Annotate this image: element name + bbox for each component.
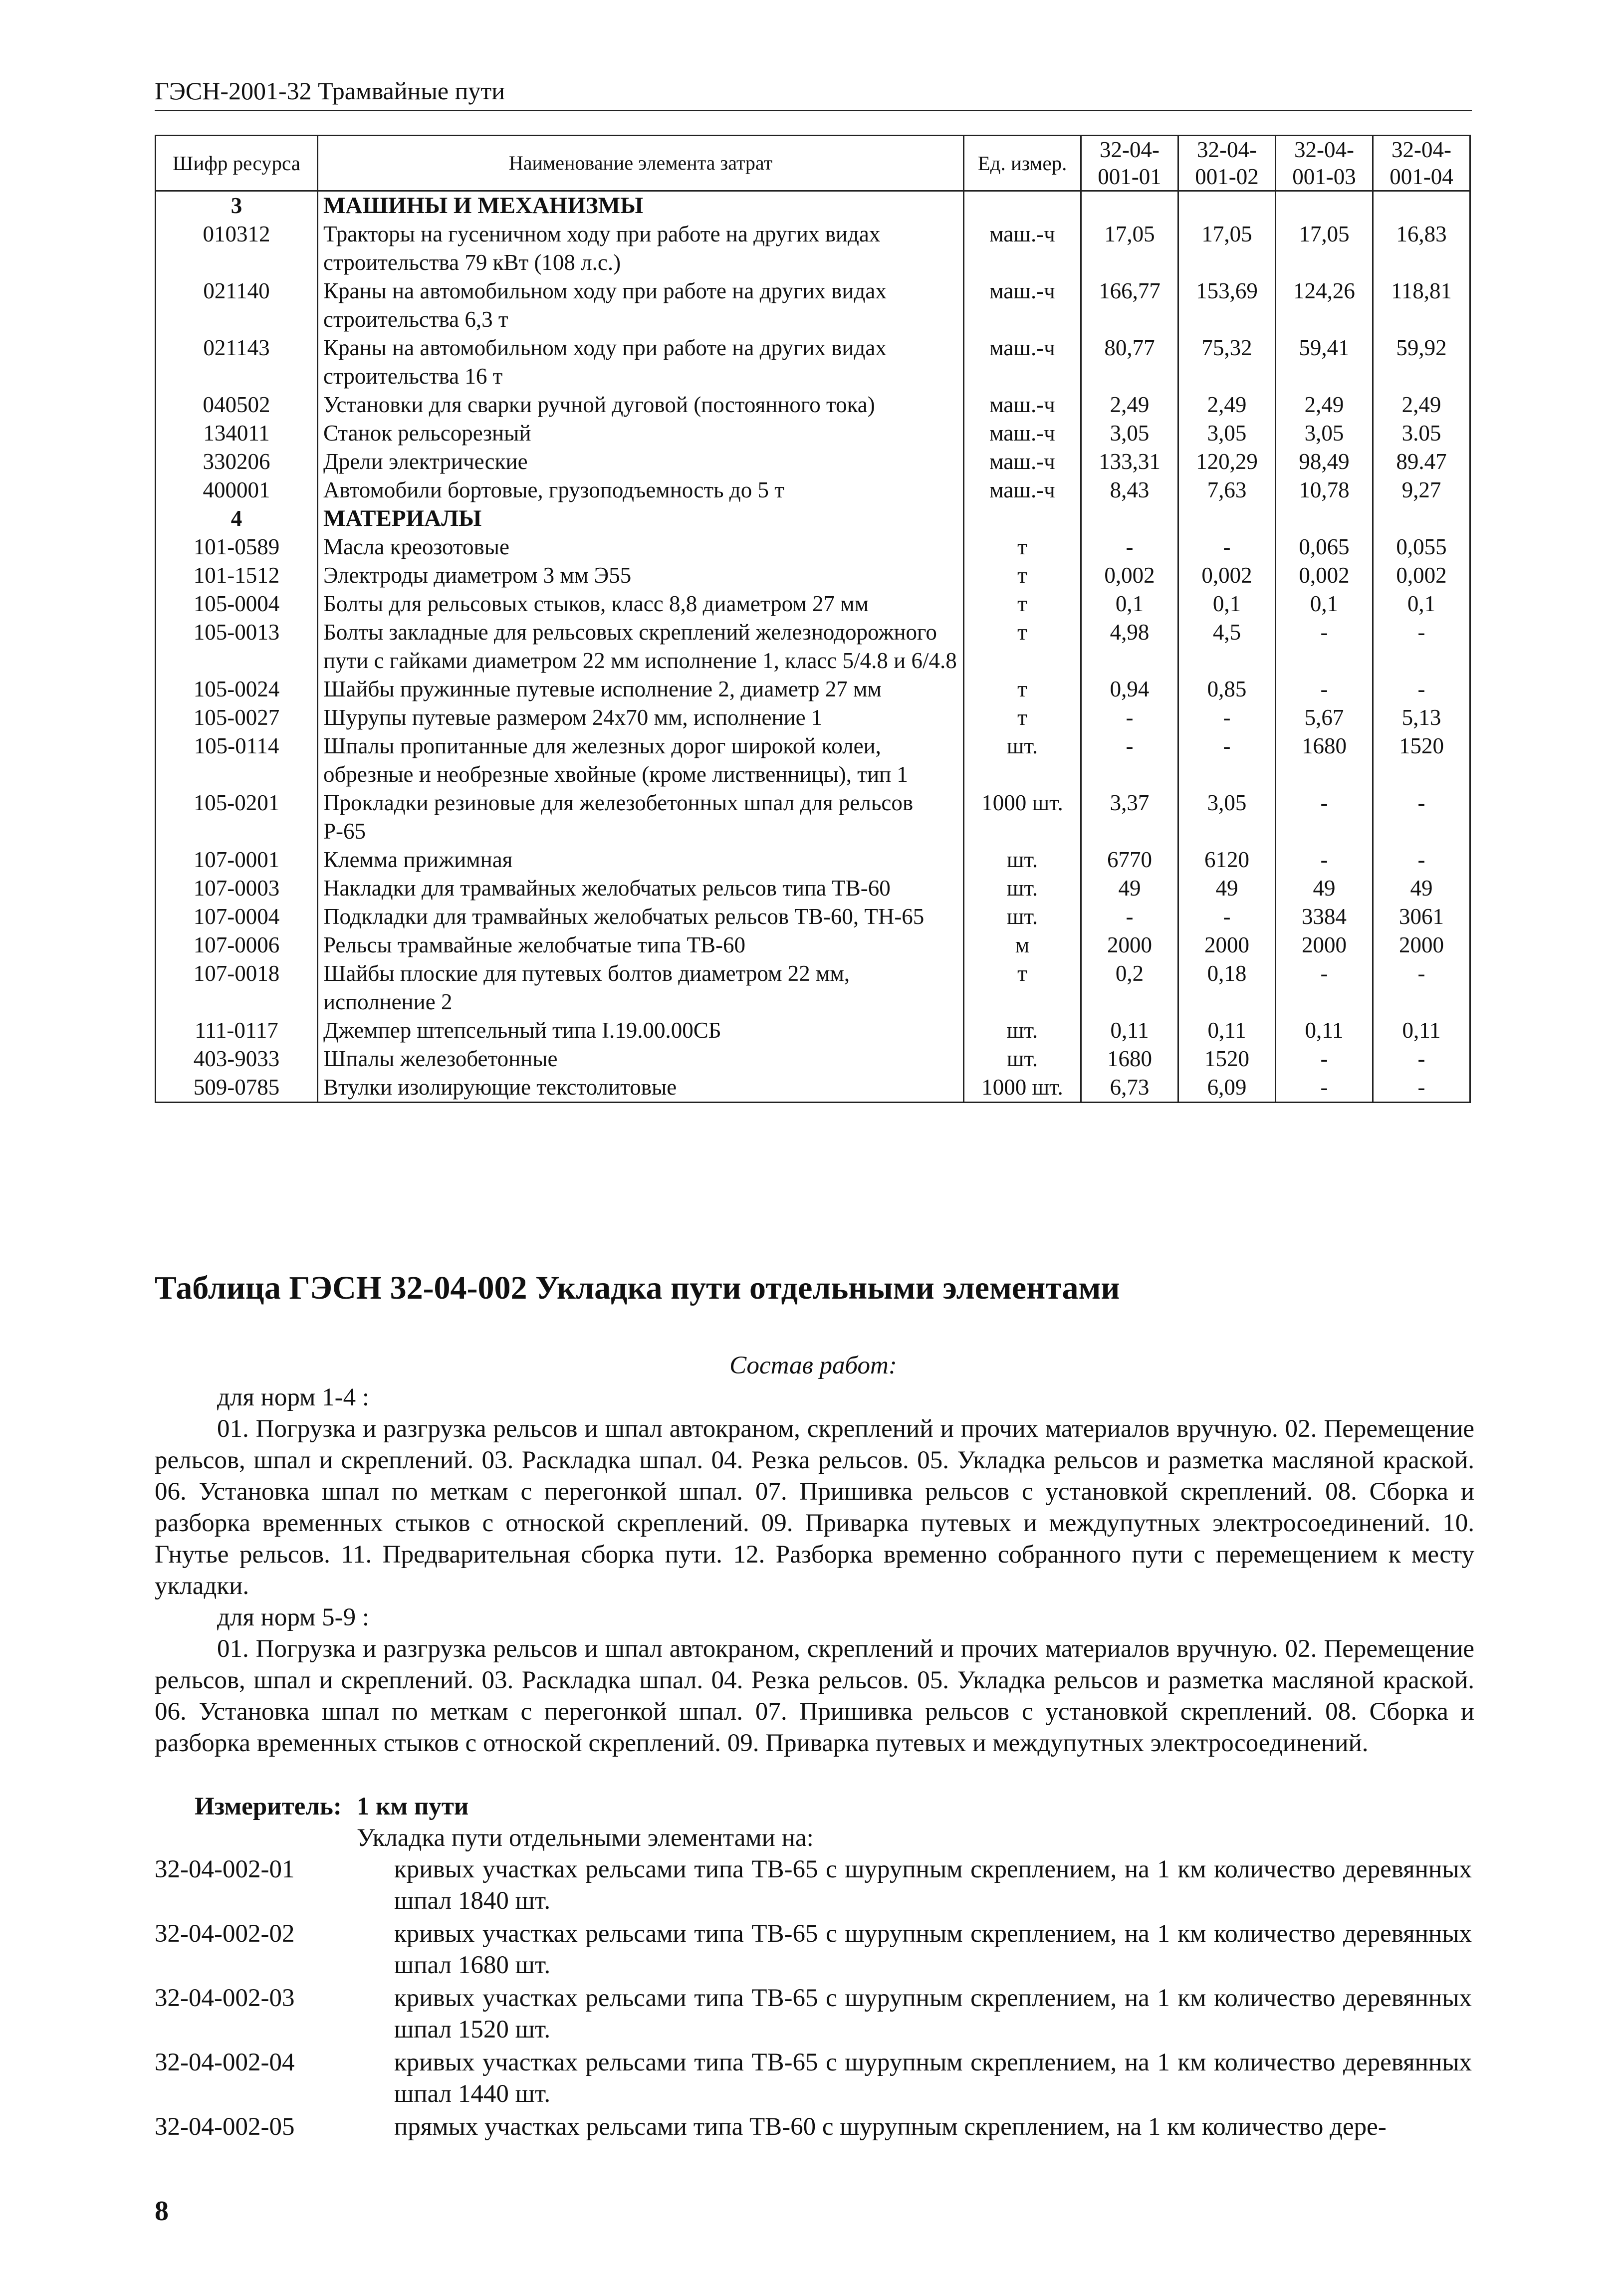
resource-name: Краны на автомобильном ходу при работе на других видах строительства 16 т [318,334,964,391]
norm-value-4: - [1373,846,1470,874]
meter-value: 1 км пути [356,1793,469,1821]
norm-value-4 [1373,504,1470,533]
resource-name: Джемпер штепсельный типа I.19.00.00СБ [318,1016,964,1045]
header-code: Шифр ресурса [156,136,318,191]
norm-value-3: 1680 [1276,732,1373,789]
norm-value-4: - [1373,959,1470,1016]
norm-value-4: 3061 [1373,903,1470,931]
norm-value-1: 0,002 [1081,561,1178,590]
table-row [156,220,1470,277]
norm-value-4: 118,81 [1373,277,1470,334]
resource-name: Рельсы трамвайные желобчатые типа ТВ-60 [318,931,964,959]
table-row [156,959,1470,1016]
norm-value-3: - [1276,1045,1373,1073]
norm-value-3: - [1276,675,1373,703]
norm-value-2: 0,85 [1178,675,1276,703]
norm-value-4: 3.05 [1373,419,1470,448]
resource-code: 107-0003 [156,874,318,903]
header-norm-1: 32-04-001-01 [1081,136,1178,191]
norm-value-2: - [1178,533,1276,561]
norm-value-2: 4,5 [1178,618,1276,675]
norm-value-1: 0,2 [1081,959,1178,1016]
resource-name: Болты закладные для рельсовых скреплений железнодорожного пути с гайками диаметром 22 мм исполнение 1, класс 5/4.8 и 6/4.8 [318,618,964,675]
resource-name: Шпалы железобетонные [318,1045,964,1073]
resource-code: 509-0785 [156,1073,318,1103]
table-row [156,675,1470,703]
resource-unit: маш.-ч [964,476,1081,504]
resource-code: 400001 [156,476,318,504]
resource-code: 330206 [156,448,318,476]
table-row [156,334,1470,391]
resource-code: 134011 [156,419,318,448]
norm-value-1: 80,77 [1081,334,1178,391]
resource-name: Накладки для трамвайных желобчатых рельсов типа ТВ-60 [318,874,964,903]
table-row [156,732,1470,789]
norm-value-2: 0,11 [1178,1016,1276,1045]
norm-value-2: 0,002 [1178,561,1276,590]
resource-name: Шайбы пружинные путевые исполнение 2, диаметр 27 мм [318,675,964,703]
norm-value-1: 2000 [1081,931,1178,959]
resource-unit: шт. [964,1016,1081,1045]
table-body [156,191,1470,1103]
group-text: 01. Погрузка и разгрузка рельсов и шпал автокраном, скреплений и прочих материалов вручную. 02. Перемещение рельсов, шпал и скреплений. 03. Раскладка шпал. 04. Резка рельсов. 05. Укладка рельсов и разметка масляной краской. 06. Установка шпал по меткам с перегонкой шпал. 07. Пришивка рельсов с установкой скреплений. 08. Сборка и разборка временных стыков с отноской скреплений. 09. Приварка путевых и междупутных электросоединений. [155,1635,1474,1757]
page-header: ГЭСН-2001-32 Трамвайные пути [155,75,1472,111]
norm-value-2: 3,05 [1178,789,1276,846]
norm-item-code: 32-04-002-01 [155,1855,295,1883]
norm-value-1 [1081,191,1178,221]
resource-code: 101-1512 [156,561,318,590]
norm-value-4: 5,13 [1373,703,1470,732]
norm-value-1: - [1081,703,1178,732]
resource-name: Установки для сварки ручной дуговой (постоянного тока) [318,391,964,419]
resource-unit: шт. [964,1045,1081,1073]
norm-value-4: 0,11 [1373,1016,1470,1045]
norm-value-4: 89.47 [1373,448,1470,476]
norm-item-code: 32-04-002-03 [155,1984,295,2012]
resource-code: 021143 [156,334,318,391]
header-norm-3: 32-04-001-03 [1276,136,1373,191]
norm-value-2: 75,32 [1178,334,1276,391]
norm-value-3: 59,41 [1276,334,1373,391]
group-label: для норм 1-4 : [217,1383,370,1411]
resource-unit: 1000 шт. [964,789,1081,846]
norm-value-3 [1276,504,1373,533]
resource-name: Болты для рельсовых стыков, класс 8,8 диаметром 27 мм [318,590,964,618]
norm-value-4: 0,1 [1373,590,1470,618]
norm-item-text: кривых участках рельсами типа ТВ-65 с шурупным скреплением, на 1 км количество деревянных шпал 1840 шт. [394,1855,1472,1915]
resource-name: Масла креозотовые [318,533,964,561]
norm-value-3: 0,002 [1276,561,1373,590]
resource-name: Станок рельсорезный [318,419,964,448]
resource-unit: т [964,561,1081,590]
resource-unit: маш.-ч [964,220,1081,277]
norm-value-4: - [1373,1073,1470,1103]
norm-value-1: 3,37 [1081,789,1178,846]
resource-unit: м [964,931,1081,959]
norm-value-1: 0,1 [1081,590,1178,618]
resource-name: Подкладки для трамвайных желобчатых рельсов ТВ-60, ТН-65 [318,903,964,931]
resource-code: 107-0018 [156,959,318,1016]
norm-value-1 [1081,504,1178,533]
resource-unit: маш.-ч [964,277,1081,334]
composition-title: Состав работ: [729,1352,897,1379]
resource-unit: маш.-ч [964,419,1081,448]
norm-value-1: - [1081,732,1178,789]
resource-name: Шурупы путевые размером 24x70 мм, исполнение 1 [318,703,964,732]
resource-code: 105-0027 [156,703,318,732]
norm-value-1: 166,77 [1081,277,1178,334]
norm-value-4: - [1373,789,1470,846]
norm-value-1: 133,31 [1081,448,1178,476]
norm-value-1: 6770 [1081,846,1178,874]
norm-value-1: 17,05 [1081,220,1178,277]
resource-code: 105-0013 [156,618,318,675]
resource-code: 105-0201 [156,789,318,846]
resource-unit: т [964,590,1081,618]
resource-code: 101-0589 [156,533,318,561]
norm-value-2: - [1178,703,1276,732]
resource-code: 105-0114 [156,732,318,789]
norm-value-1: 4,98 [1081,618,1178,675]
norm-value-1: - [1081,533,1178,561]
norm-item-text: прямых участках рельсами типа ТВ-60 с шурупным скреплением, на 1 км количество дере- [394,2113,1387,2141]
norm-item-code: 32-04-002-04 [155,2049,295,2076]
norm-value-2 [1178,191,1276,221]
norm-value-2 [1178,504,1276,533]
table-row [156,561,1470,590]
norm-value-4: 2,49 [1373,391,1470,419]
table-row [156,1016,1470,1045]
resource-unit: шт. [964,732,1081,789]
resource-unit: т [964,618,1081,675]
resource-code: 105-0024 [156,675,318,703]
items-intro: Укладка пути отдельными элементами на: [357,1824,814,1852]
resource-name: Электроды диаметром 3 мм Э55 [318,561,964,590]
resource-code: 107-0001 [156,846,318,874]
table-row [156,903,1470,931]
norm-value-3: - [1276,846,1373,874]
resource-unit: шт. [964,903,1081,931]
norm-value-2: 6120 [1178,846,1276,874]
resource-name: Дрели электрические [318,448,964,476]
resource-unit: т [964,703,1081,732]
norm-value-2: 2,49 [1178,391,1276,419]
norm-item-text: кривых участках рельсами типа ТВ-65 с шурупным скреплением, на 1 км количество деревянных шпал 1440 шт. [394,2049,1472,2108]
resource-name: МАШИНЫ И МЕХАНИЗМЫ [318,191,964,221]
table-row [156,419,1470,448]
table-row [156,846,1470,874]
table-row [156,590,1470,618]
norm-value-2: 6,09 [1178,1073,1276,1103]
norm-value-2: 153,69 [1178,277,1276,334]
resource-code: 107-0006 [156,931,318,959]
resource-unit: т [964,675,1081,703]
norm-value-3: 2000 [1276,931,1373,959]
resource-unit: т [964,959,1081,1016]
group-label: для норм 5-9 : [217,1603,370,1631]
resource-code: 040502 [156,391,318,419]
resource-unit: маш.-ч [964,334,1081,391]
table-row [156,277,1470,334]
table-row [156,874,1470,903]
norm-value-2: 17,05 [1178,220,1276,277]
norm-value-2: 1520 [1178,1045,1276,1073]
norm-value-1: 49 [1081,874,1178,903]
resource-unit [964,191,1081,221]
resource-name: Тракторы на гусеничном ходу при работе на других видах строительства 79 кВт (108 л.с.) [318,220,964,277]
norm-value-3 [1276,191,1373,221]
table-row [156,789,1470,846]
norm-value-3: - [1276,618,1373,675]
table-row [156,448,1470,476]
section-title: Таблица ГЭСН 32-04-002 Укладка пути отдельными элементами [155,1270,1120,1306]
norm-value-2: 7,63 [1178,476,1276,504]
norm-value-2: - [1178,903,1276,931]
resource-unit: маш.-ч [964,448,1081,476]
page-number: 8 [155,2196,169,2227]
table-row [156,1073,1470,1103]
norm-value-2: 0,1 [1178,590,1276,618]
header-name: Наименование элемента затрат [318,136,964,191]
meter [195,1791,468,1823]
norm-value-1: 0,11 [1081,1016,1178,1045]
norm-item-text: кривых участках рельсами типа ТВ-65 с шурупным скреплением, на 1 км количество деревянных шпал 1520 шт. [394,1984,1472,2044]
resource-name: Автомобили бортовые, грузоподъемность до 5 т [318,476,964,504]
norm-value-2: - [1178,732,1276,789]
norm-value-1: 0,94 [1081,675,1178,703]
resource-code: 3 [156,191,318,221]
norm-item-code: 32-04-002-02 [155,1920,295,1948]
norm-value-1: 2,49 [1081,391,1178,419]
header-norm-4: 32-04-001-04 [1373,136,1470,191]
resource-unit: 1000 шт. [964,1073,1081,1103]
norm-value-2: 49 [1178,874,1276,903]
norm-value-4: 16,83 [1373,220,1470,277]
norm-value-3: 10,78 [1276,476,1373,504]
resource-name: Втулки изолирующие текстолитовые [318,1073,964,1103]
header-norm-2: 32-04-001-02 [1178,136,1276,191]
norm-value-4: 1520 [1373,732,1470,789]
resource-code: 111-0117 [156,1016,318,1045]
norm-value-1: - [1081,903,1178,931]
resource-name: Клемма прижимная [318,846,964,874]
table-row [156,476,1470,504]
resource-table [155,135,1471,1103]
table-section-row [156,191,1470,221]
norm-value-1: 1680 [1081,1045,1178,1073]
resource-unit: т [964,533,1081,561]
norm-value-1: 3,05 [1081,419,1178,448]
norm-value-4: 0,055 [1373,533,1470,561]
norm-value-3: - [1276,959,1373,1016]
resource-name: Прокладки резиновые для железобетонных шпал для рельсов Р-65 [318,789,964,846]
norm-value-1: 6,73 [1081,1073,1178,1103]
table-row [156,618,1470,675]
norm-value-2: 2000 [1178,931,1276,959]
resource-name: Шайбы плоские для путевых болтов диаметром 22 мм, исполнение 2 [318,959,964,1016]
norm-value-3: - [1276,1073,1373,1103]
table-row [156,703,1470,732]
norm-value-3: - [1276,789,1373,846]
resource-name: МАТЕРИАЛЫ [318,504,964,533]
norm-value-3: 5,67 [1276,703,1373,732]
resource-code: 4 [156,504,318,533]
norm-value-3: 3384 [1276,903,1373,931]
norm-value-1: 8,43 [1081,476,1178,504]
norm-value-3: 0,11 [1276,1016,1373,1045]
norm-value-3: 17,05 [1276,220,1373,277]
resource-name: Шпалы пропитанные для железных дорог широкой колеи, обрезные и необрезные хвойные (кроме лиственницы), тип 1 [318,732,964,789]
norm-value-4: 9,27 [1373,476,1470,504]
table-row [156,1045,1470,1073]
resource-unit: шт. [964,846,1081,874]
norm-value-3: 98,49 [1276,448,1373,476]
norm-item-code: 32-04-002-05 [155,2113,295,2141]
resource-name: Краны на автомобильном ходу при работе на других видах строительства 6,3 т [318,277,964,334]
resource-code: 105-0004 [156,590,318,618]
resource-code: 107-0004 [156,903,318,931]
table-row [156,391,1470,419]
norm-value-4: 2000 [1373,931,1470,959]
resource-code: 021140 [156,277,318,334]
resource-unit [964,504,1081,533]
table-header-row [156,136,1470,191]
norm-value-4: 0,002 [1373,561,1470,590]
table-row [156,931,1470,959]
table-row [156,533,1470,561]
norm-value-3: 3,05 [1276,419,1373,448]
norm-item-text: кривых участках рельсами типа ТВ-65 с шурупным скреплением, на 1 км количество деревянных шпал 1680 шт. [394,1920,1472,1979]
norm-value-4: 49 [1373,874,1470,903]
header-unit: Ед. измер. [964,136,1081,191]
norm-value-2: 0,18 [1178,959,1276,1016]
norm-value-3: 124,26 [1276,277,1373,334]
norm-value-2: 120,29 [1178,448,1276,476]
resource-unit: шт. [964,874,1081,903]
table-section-row [156,504,1470,533]
norm-value-2: 3,05 [1178,419,1276,448]
norm-value-4: - [1373,618,1470,675]
norm-value-4: - [1373,675,1470,703]
resource-code: 010312 [156,220,318,277]
norm-value-4: 59,92 [1373,334,1470,391]
norm-value-4 [1373,191,1470,221]
composition-of-works [155,1382,1474,1759]
norm-value-4: - [1373,1045,1470,1073]
meter-label: Измеритель: [195,1793,342,1821]
resource-unit: маш.-ч [964,391,1081,419]
resource-code: 403-9033 [156,1045,318,1073]
norm-value-3: 0,065 [1276,533,1373,561]
norm-value-3: 0,1 [1276,590,1373,618]
norm-value-3: 2,49 [1276,391,1373,419]
group-text: 01. Погрузка и разгрузка рельсов и шпал автокраном, скреплений и прочих материалов вручную. 02. Перемещение рельсов, шпал и скреплений. 03. Раскладка шпал. 04. Резка рельсов. 05. Укладка рельсов и разметка масляной краской. 06. Установка шпал по меткам с перегонкой шпал. 07. Пришивка рельсов с установкой скреплений. 08. Сборка и разборка временных стыков с отноской скреплений. 09. Приварка путевых и междупутных электросоединений. 10. Гнутье рельсов. 11. Предварительная сборка пути. 12. Разборка временно собранного пути с перемещением к месту укладки. [155,1415,1474,1600]
norm-value-3: 49 [1276,874,1373,903]
